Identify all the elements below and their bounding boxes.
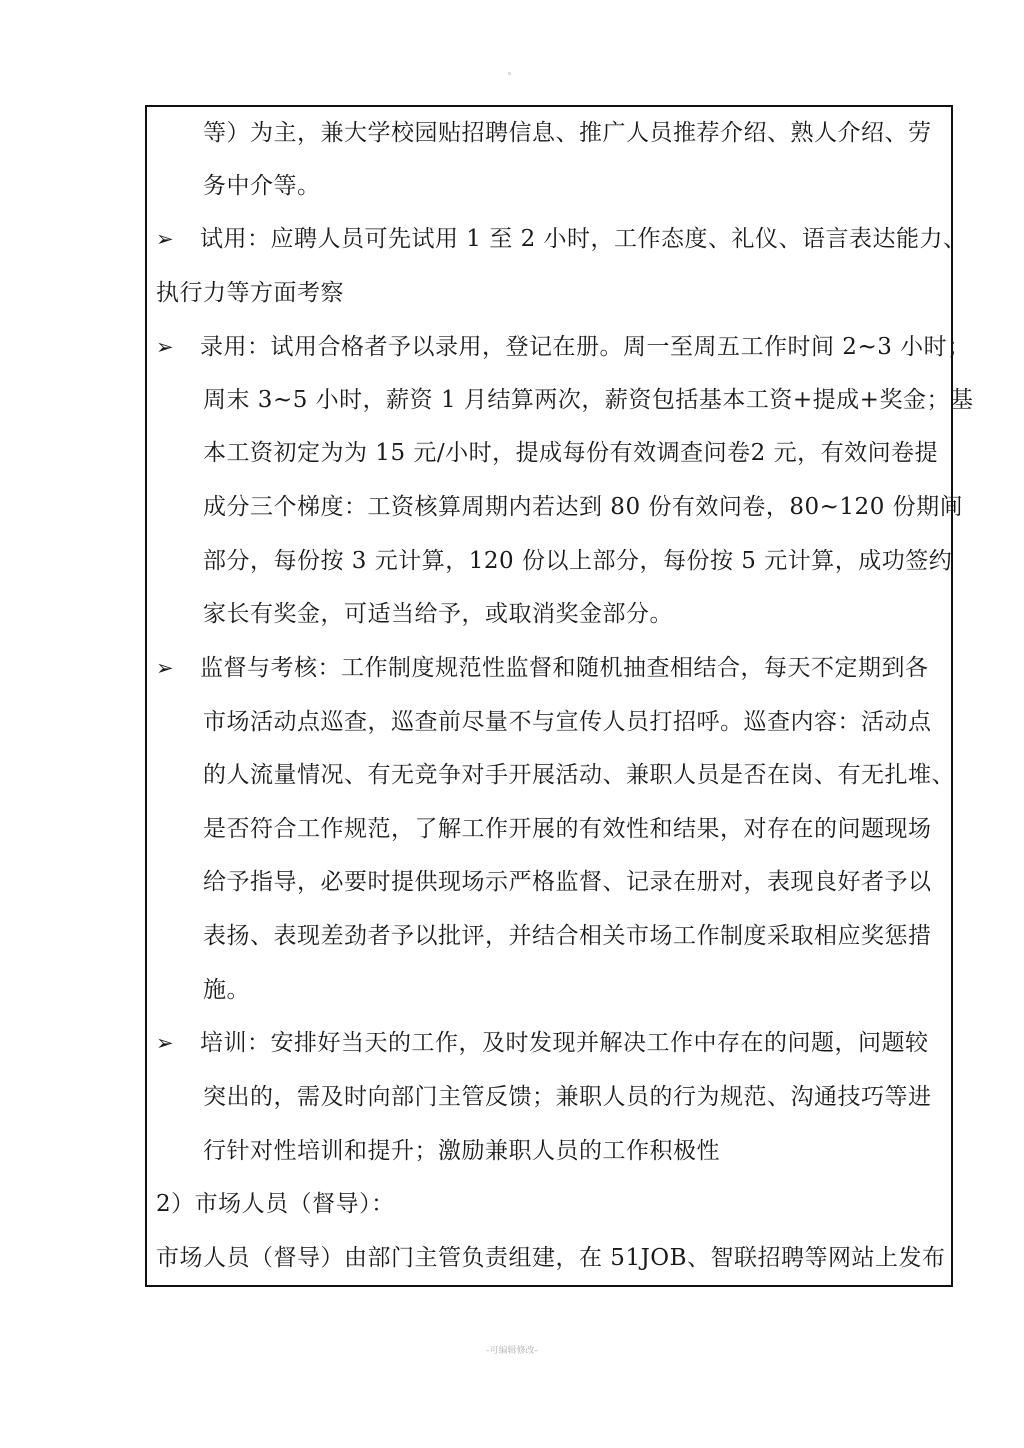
bullet-arrow-icon: ➢ [156,1031,174,1055]
text-line: 本工资初定为为 15 元/小时，提成每份有效调查问卷2 元，有效问卷提 [203,440,939,466]
text-line: 市场人员（督导）由部门主管负责组建，在 51JOB、智联招聘等网站上发布 [156,1245,946,1271]
text-line: 施。 [203,977,250,1003]
section-heading: 2）市场人员（督导）： [156,1191,395,1217]
text-line: 执行力等方面考察 [156,280,344,306]
text-line: 市场活动点巡查，巡查前尽量不与宣传人员打招呼。巡查内容：活动点 [203,709,932,735]
text-line: 是否符合工作规范，了解工作开展的有效性和结果，对存在的问题现场 [203,816,932,842]
text-line: 给予指导，必要时提供现场示严格监督、记录在册对，表现良好者予以 [203,869,932,895]
text-line: 等）为主，兼大学校园贴招聘信息、推广人员推荐介绍、熟人介绍、劳 [203,120,932,146]
text-line: 务中介等。 [203,173,321,199]
bullet-arrow-icon: ➢ [156,335,174,359]
text-line: 录用：试用合格者予以录用，登记在册。周一至周五工作时间 2~3 小时； [200,334,971,360]
text-line: 突出的，需及时向部门主管反馈；兼职人员的行为规范、沟通技巧等进 [203,1084,932,1110]
text-line: 表扬、表现差劲者予以批评，并结合相关市场工作制度采取相应奖惩措 [203,923,932,949]
page-footer: -可编辑修改- [486,1346,538,1356]
text-line: 试用：应聘人员可先试用 1 至 2 小时，工作态度、礼仪、语言表达能力、 [200,226,967,252]
text-line: 行针对性培训和提升；激励兼职人员的工作积极性 [203,1138,720,1164]
text-line: 的人流量情况、有无竞争对手开展活动、兼职人员是否在岗、有无扎堆、 [203,762,955,788]
text-line: 家长有奖金，可适当给予，或取消奖金部分。 [203,601,673,627]
speck [508,72,511,75]
text-line: 培训：安排好当天的工作，及时发现并解决工作中存在的问题，问题较 [200,1030,929,1056]
bullet-arrow-icon: ➢ [156,227,174,251]
bullet-arrow-icon: ➢ [156,656,174,680]
text-line: 周末 3~5 小时，薪资 1 月结算两次，薪资包括基本工资+提成+奖金；基 [203,387,974,413]
text-line: 监督与考核：工作制度规范性监督和随机抽查相结合，每天不定期到各 [200,655,929,681]
text-line: 部分，每份按 3 元计算，120 份以上部分，每份按 5 元计算，成功签约 [203,548,953,574]
text-line: 成分三个梯度：工资核算周期内若达到 80 份有效问卷，80~120 份期间 [203,494,964,520]
